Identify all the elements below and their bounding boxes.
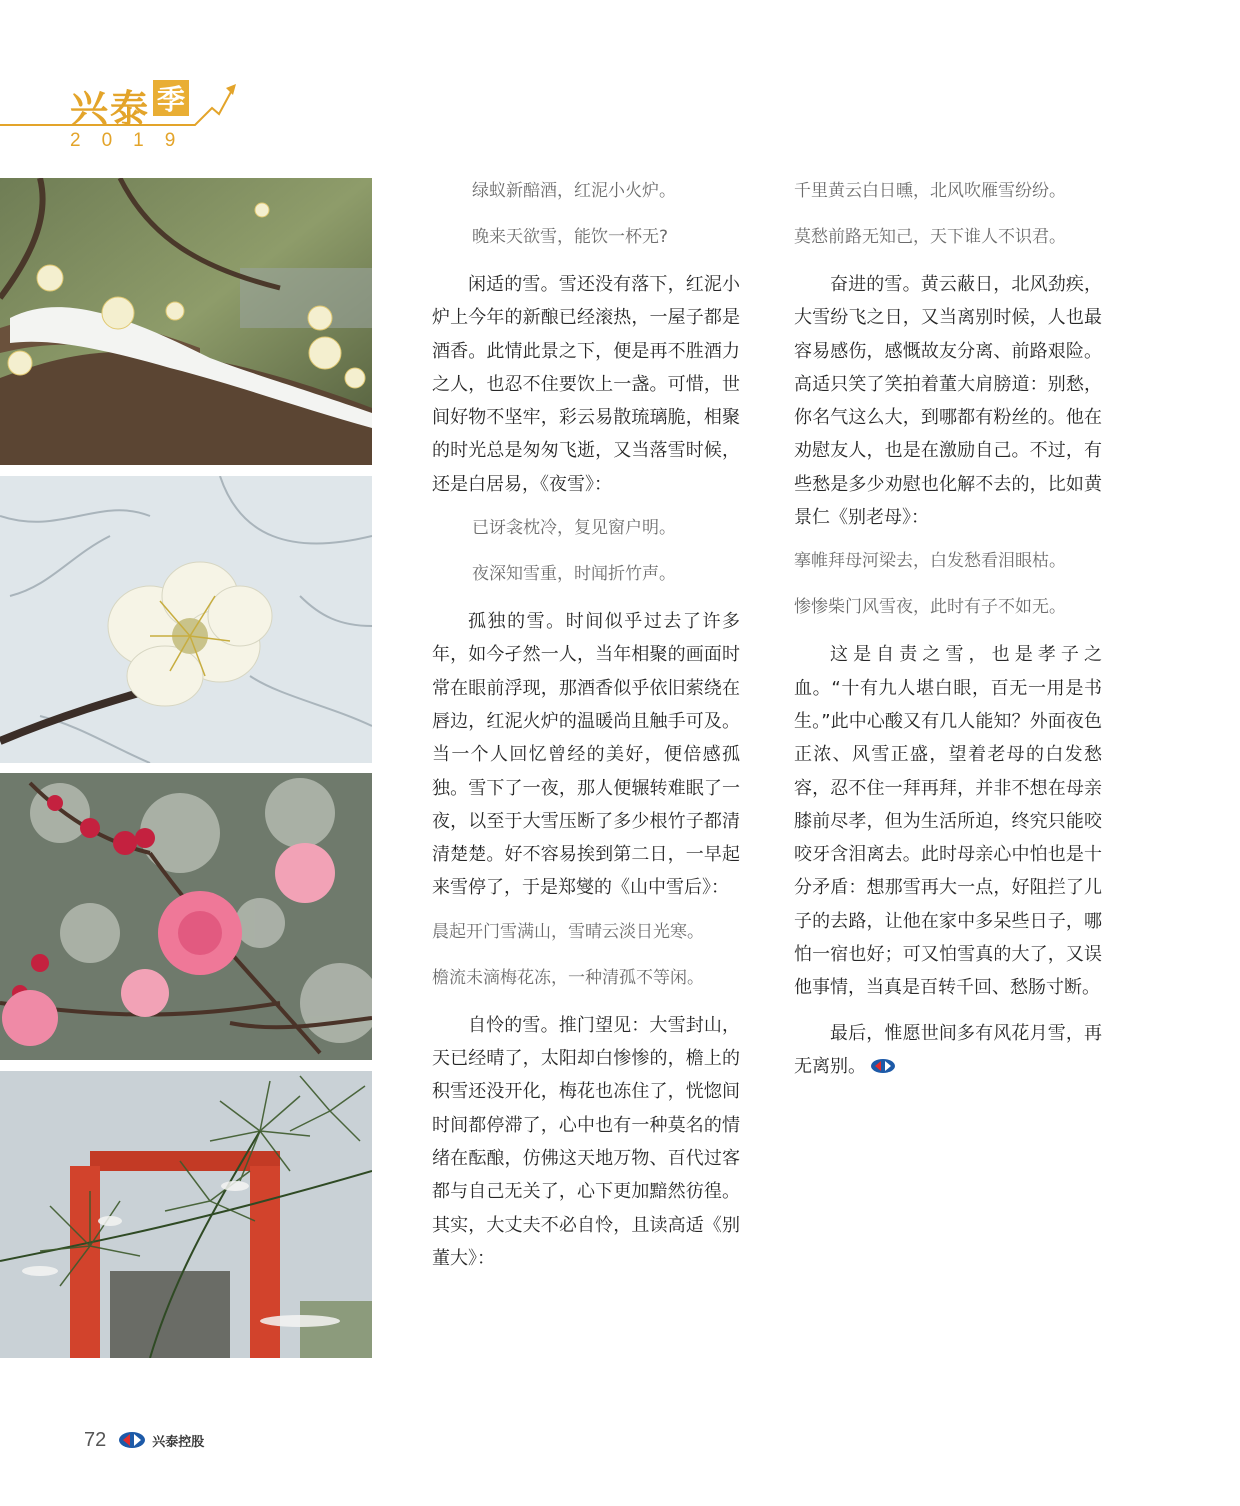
company-logo-end-icon (870, 1058, 896, 1074)
poem-line: 已讶衾枕冷，复见窗户明。 (472, 518, 676, 539)
poem-line: 莫愁前路无知己，天下谁人不识君。 (794, 227, 1066, 247)
brand-season-badge: 季 (153, 80, 189, 116)
closing-text: 最后，惟愿世间多有风花月雪，再无离别。 (794, 1022, 1102, 1077)
poem-line: 晨起开门雪满山，雪晴云淡日光寒。 (432, 921, 704, 942)
poem-line: 惨惨柴门风雪夜，此时有子不如无。 (794, 597, 1066, 618)
page-footer (84, 1428, 204, 1452)
paragraph-selfpity-snow: 自怜的雪。推门望见：大雪封山，天已经晴了，太阳却白惨惨的，檐上的积雪还没开化，梅花也冻住了，恍惚间时间都停滞了，心中也有一种莫名的情绪在酝酿，仿佛这天地万物、百代过客都与自己无关了，心下更加黯然彷徨。其实，大丈夫不必自怜，且读高适《别董大》： (432, 1014, 740, 1269)
paragraph-lonely-snow: 孤独的雪。时间似乎过去了许多年，如今孑然一人，当年相聚的画面时常在眼前浮现，那酒香似乎依旧萦绕在唇边，红泥火炉的温暖尚且触手可及。当一个人回忆曾经的美好，便倍感孤独。雪下了一夜，那人便辗转难眠了一夜，以至于大雪压断了多少根竹子都清清楚楚。好不容易挨到第二日，一早起来雪停了，于是郑燮的《山中雪后》： (432, 611, 740, 899)
white-plum-blossom-photo (0, 476, 372, 763)
pink-plum-blossom-photo (0, 773, 372, 1060)
article-column-left (432, 176, 740, 1287)
company-logo-icon (118, 1431, 146, 1449)
company-name: 兴泰控股 (152, 1434, 205, 1450)
paragraph-closing (794, 1017, 1102, 1084)
brand-title: 兴泰 (70, 86, 151, 131)
masthead (0, 70, 260, 160)
pine-red-gate-photo (0, 1071, 372, 1358)
paragraph-leisurely-snow: 闲适的雪。雪还没有落下，红泥小炉上今年的新酿已经滚热，一屋子都是酒香。此情此景之下，便是再不胜酒力之人，也忍不住要饮上一盏。可惜，世间好物不坚牢，彩云易散琉璃脆，相聚的时光总是匆匆飞逝，又当落雪时候，还是白居易，《夜雪》： (432, 274, 740, 495)
poem-line: 绿蚁新醅酒，红泥小火炉。 (472, 181, 676, 201)
paragraph-striving-snow: 奋进的雪。黄云蔽日，北风劲疾，大雪纷飞之日，又当离别时候，人也最容易感伤，感慨故友分离、前路艰险。高适只笑了笑拍着董大肩膀道：别愁，你名气这么大，到哪都有粉丝的。他在劝慰友人，也是在激励自己。不过，有些愁是多少劝慰也化解不去的，比如黄景仁《别老母》： (794, 274, 1102, 529)
article-column-right (794, 176, 1102, 1095)
poem-line: 千里黄云白日曛，北风吹雁雪纷纷。 (794, 181, 1066, 201)
plum-blossom-snow-photo (0, 178, 372, 465)
issue-year: 2019 (70, 130, 197, 151)
poem-line: 檐流未滴梅花冻，一种清孤不等闲。 (432, 967, 704, 988)
paragraph-selfblame-snow: 这是自责之雪，也是孝子之血。“十有九人堪白眼，百无一用是书生。”此中心酸又有几人能知？外面夜色正浓、风雪正盛，望着老母的白发愁容，忍不住一拜再拜，并非不想在母亲膝前尽孝，但为生活所迫，终究只能咬咬牙含泪离去。此时母亲心中怕也是十分矛盾：想那雪再大一点，好阻拦了儿子的去路，让他在家中多呆些日子，哪怕一宿也好；可又怕雪真的大了，又误他事情，当真是百转千回、愁肠寸断。 (794, 644, 1102, 999)
poem-line: 搴帷拜母河梁去，白发愁看泪眼枯。 (794, 551, 1066, 572)
poem-line: 夜深知雪重，时闻折竹声。 (472, 564, 676, 585)
page-number: 72 (84, 1428, 107, 1451)
poem-line: 晚来天欲雪，能饮一杯无? (472, 227, 669, 247)
